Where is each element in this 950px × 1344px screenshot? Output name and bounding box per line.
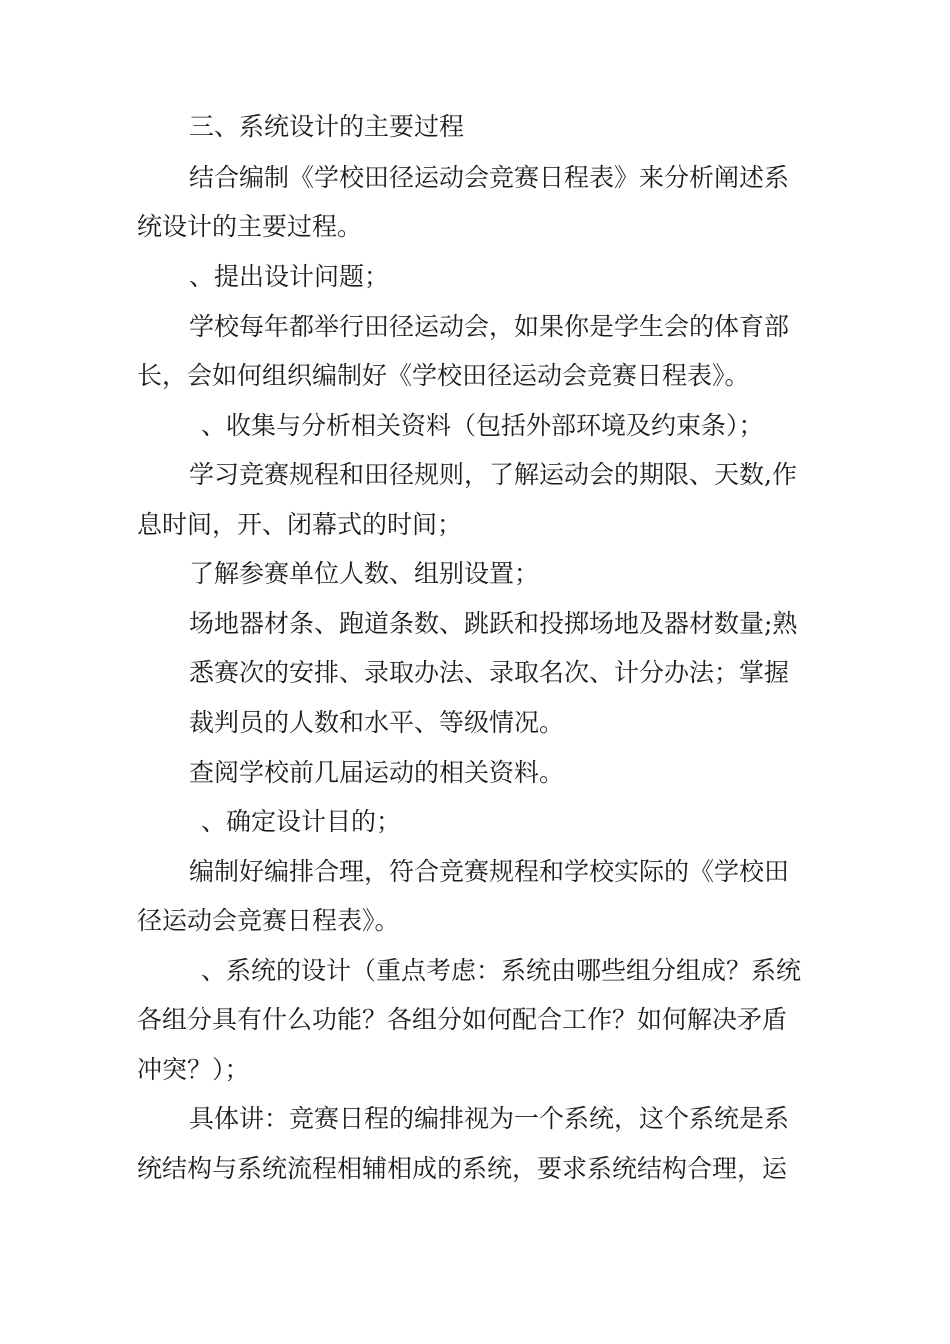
paragraph-line: 径运动会竞赛日程表》。 [137,906,400,935]
paragraph-line: 统设计的主要过程。 [137,212,363,241]
section-heading: 三、系统设计的主要过程 [189,112,465,141]
step-heading: 、确定设计目的； [201,807,402,836]
paragraph-line: 学习竞赛规程和田径规则，了解运动会的期限、天数,作 [189,460,797,489]
paragraph-line: 编制好编排合理，符合竞赛规程和学校实际的《学校田 [189,857,790,886]
paragraph-line: 息时间，开、闭幕式的时间； [137,510,463,539]
paragraph-line: 学校每年都举行田径运动会，如果你是学生会的体育部 [189,312,790,341]
paragraph-line: 统结构与系统流程相辅相成的系统，要求系统结构合理，运 [137,1154,788,1183]
paragraph-line: 长，会如何组织编制好《学校田径运动会竞赛日程表》。 [137,361,750,390]
paragraph-line: 悉赛次的安排、录取办法、录取名次、计分办法；掌握 [189,658,790,687]
paragraph-line: 场地器材条、跑道条数、跳跃和投掷场地及器材数量;熟 [189,609,798,638]
paragraph-line: 结合编制《学校田径运动会竞赛日程表》来分析阐述系 [189,163,790,192]
paragraph-line: 裁判员的人数和水平、等级情况。 [189,708,565,737]
step-heading: 、系统的设计（重点考虑：系统由哪些组分组成？系统 [201,956,802,985]
paragraph-line: 具体讲：竞赛日程的编排视为一个系统，这个系统是系 [189,1104,790,1133]
step-heading: 、收集与分析相关资料（包括外部环境及约束条）； [201,411,764,440]
step-heading: 、提出设计问题； [189,262,390,291]
paragraph-line: 查阅学校前几届运动的相关资料。 [189,758,565,787]
paragraph-line: 各组分具有什么功能？各组分如何配合工作？如何解决矛盾 [137,1005,788,1034]
paragraph-line: 冲突？）； [137,1055,250,1084]
paragraph-line: 了解参赛单位人数、组别设置； [189,559,540,588]
